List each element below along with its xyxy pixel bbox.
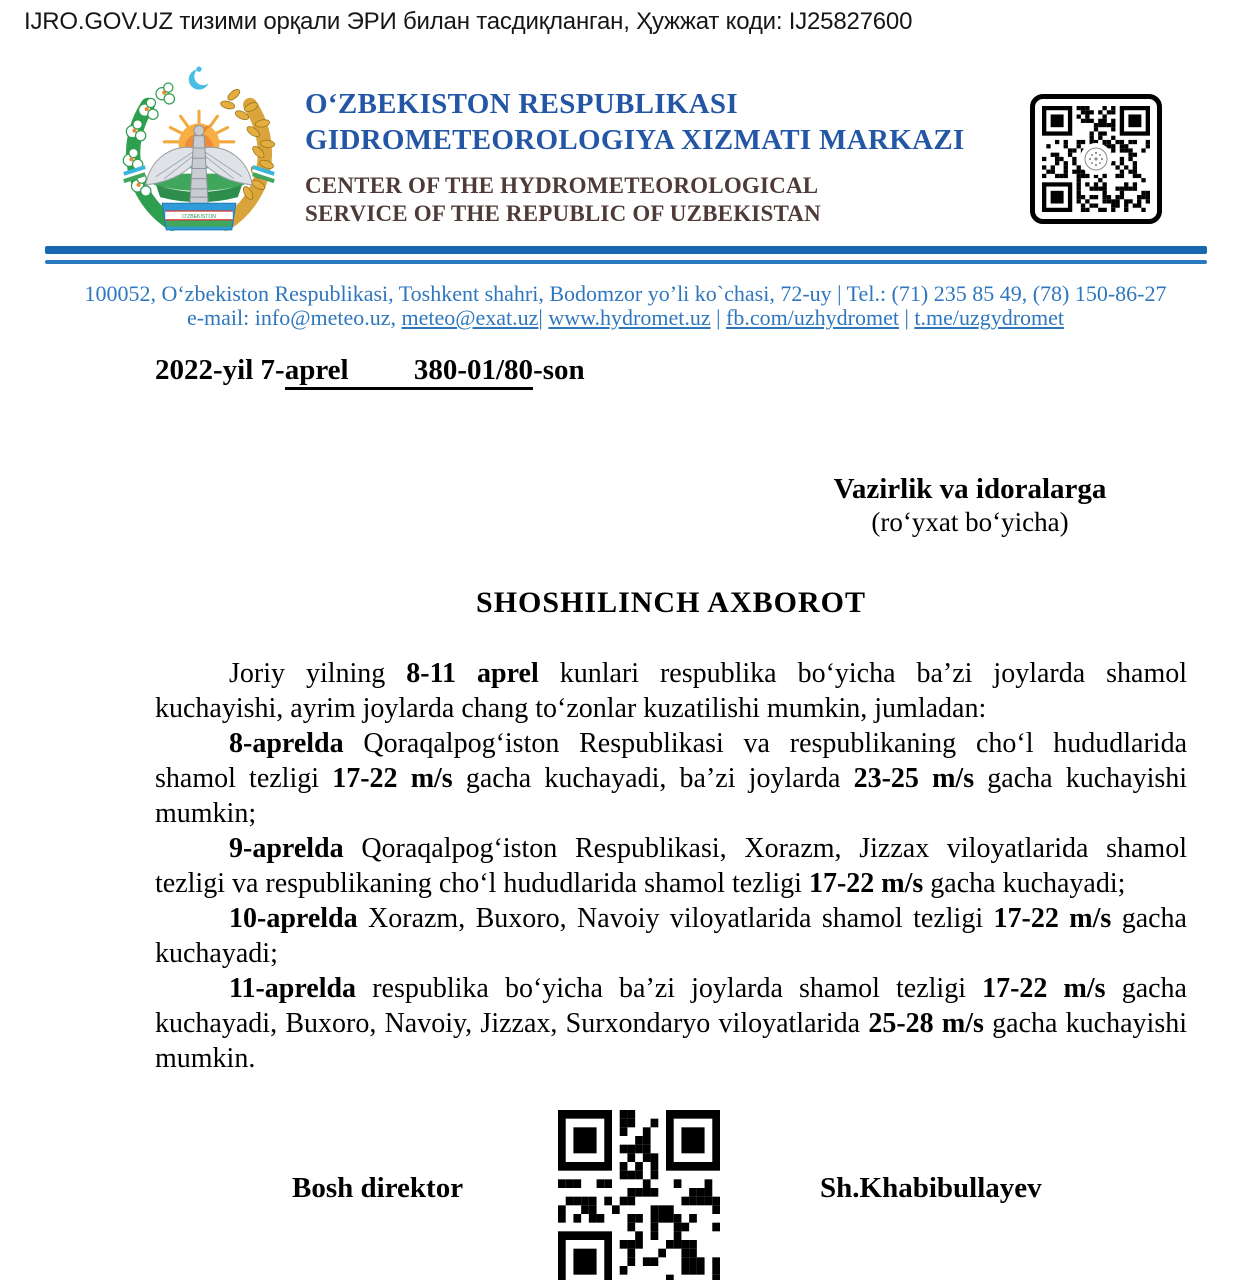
text-run: 8-11 aprel	[406, 658, 539, 689]
qr-center-logo-icon	[1080, 143, 1112, 175]
text-run: gacha kuchayishi mumkin.	[155, 1008, 1187, 1074]
text-run: gacha kuchayadi;	[155, 903, 1187, 969]
signature-name: Sh.Khabibullayev	[820, 1172, 1042, 1204]
uzbekistan-emblem-icon	[106, 62, 292, 236]
contact-link[interactable]: fb.com/uzhydromet	[726, 305, 899, 330]
text-run: gacha kuchayadi, ba’zi joylarda	[452, 763, 854, 794]
contact-email-line	[0, 305, 1251, 331]
text-run: 11-aprelda	[229, 973, 357, 1004]
text-run: e-mail: info@meteo.uz,	[186, 305, 402, 330]
header-org-names	[305, 86, 965, 228]
org-name-uz-line1: OʻZBEKISTON RESPUBLIKASI	[305, 88, 738, 120]
body-paragraph-april9	[155, 831, 1187, 901]
document-body	[155, 656, 1187, 1076]
contact-address-line: 100052, Oʻzbekiston Respublikasi, Toshkent shahri, Bodomzor yo’li ko`chasi, 72-uy | Tel.: (71) 235 85 49, (78) 150-86-27	[84, 281, 1167, 306]
org-name-en-line2: SERVICE OF THE REPUBLIC OF UZBEKISTAN	[305, 201, 821, 226]
body-paragraph-april11	[155, 971, 1187, 1076]
text-run: 23-25 m/s	[853, 763, 975, 794]
body-paragraph-april10	[155, 901, 1187, 971]
org-name-uz-line2: GIDROMETEOROLOGIYA XIZMATI MARKAZI	[305, 124, 965, 156]
contact-link[interactable]: meteo@exat.uz	[401, 305, 539, 330]
esign-stamp-line: IJRO.GOV.UZ тизими орқали ЭРИ билан тасдиқланган, Ҳужжат коди: IJ25827600	[24, 8, 913, 35]
text-run: |	[538, 305, 549, 330]
text-run: respublika boʻyicha ba’zi joylarda shamol tezligi	[356, 973, 983, 1004]
addressee-block	[760, 472, 1180, 538]
addressee-line2: (roʻyxat boʻyicha)	[871, 507, 1069, 537]
contact-link[interactable]: t.me/uzgydromet	[914, 305, 1065, 330]
text-run: 10-aprelda	[229, 903, 358, 934]
text-run: 17-22 m/s	[993, 903, 1112, 934]
text-run: |	[710, 305, 727, 330]
text-run: 17-22 m/s	[332, 763, 453, 794]
text-run: |	[898, 305, 915, 330]
text-run: Qoraqalpogʻiston Respublikasi, Xorazm, Jizzax viloyatlarida shamol tezligi va respublikaning choʻl hududlarida shamol tezligi	[155, 833, 1187, 899]
body-paragraph-intro	[155, 656, 1187, 726]
text-run: 17-22 m/s	[982, 973, 1106, 1004]
org-name-en-line1: CENTER OF THE HYDROMETEOROLOGICAL	[305, 173, 819, 198]
contact-link[interactable]: www.hydromet.uz	[548, 305, 711, 330]
text-run: 2022-yil 7-	[155, 354, 285, 386]
addressee-line1: Vazirlik va idoralarga	[833, 473, 1107, 505]
document-title: SHOSHILINCH AXBOROT	[476, 586, 866, 619]
text-run: Qoraqalpogʻiston Respublikasi va respublikaning choʻl hududlarida shamol tezligi	[155, 728, 1187, 794]
signature-qr-code	[558, 1110, 720, 1280]
text-run: gacha kuchayadi;	[923, 868, 1126, 899]
header-divider-thick	[45, 246, 1207, 254]
text-run: gacha kuchayadi, Buxoro, Navoiy, Jizzax, Surxondaryo viloyatlarida	[155, 973, 1187, 1039]
text-run: 17-22 m/s	[808, 868, 924, 899]
header-divider-thin	[45, 260, 1207, 264]
text-run: -son	[533, 354, 585, 386]
signature-title: Bosh direktor	[292, 1172, 464, 1204]
body-paragraph-april8	[155, 726, 1187, 831]
text-run: gacha kuchayishi mumkin;	[155, 763, 1188, 829]
text-run: kunlari respublika boʻyicha ba’zi joylarda shamol kuchayishi, ayrim joylarda chang toʻzonlar kuzatilishi mumkin, jumladan:	[155, 658, 1188, 724]
text-run: aprel 380-01/80	[285, 354, 533, 390]
text-run: Xorazm, Buxoro, Navoiy viloyatlarida shamol tezligi	[357, 903, 994, 934]
org-name-en	[305, 172, 965, 228]
text-run: Joriy yilning	[229, 658, 407, 689]
document-date-number	[155, 354, 585, 387]
text-run: 25-28 m/s	[868, 1008, 984, 1039]
text-run: 8-aprelda	[229, 728, 344, 759]
svg-text:OʻZBEKISTON: OʻZBEKISTON	[182, 214, 216, 221]
document-verification-qr-code	[1030, 94, 1162, 224]
text-run: 9-aprelda	[229, 833, 344, 864]
